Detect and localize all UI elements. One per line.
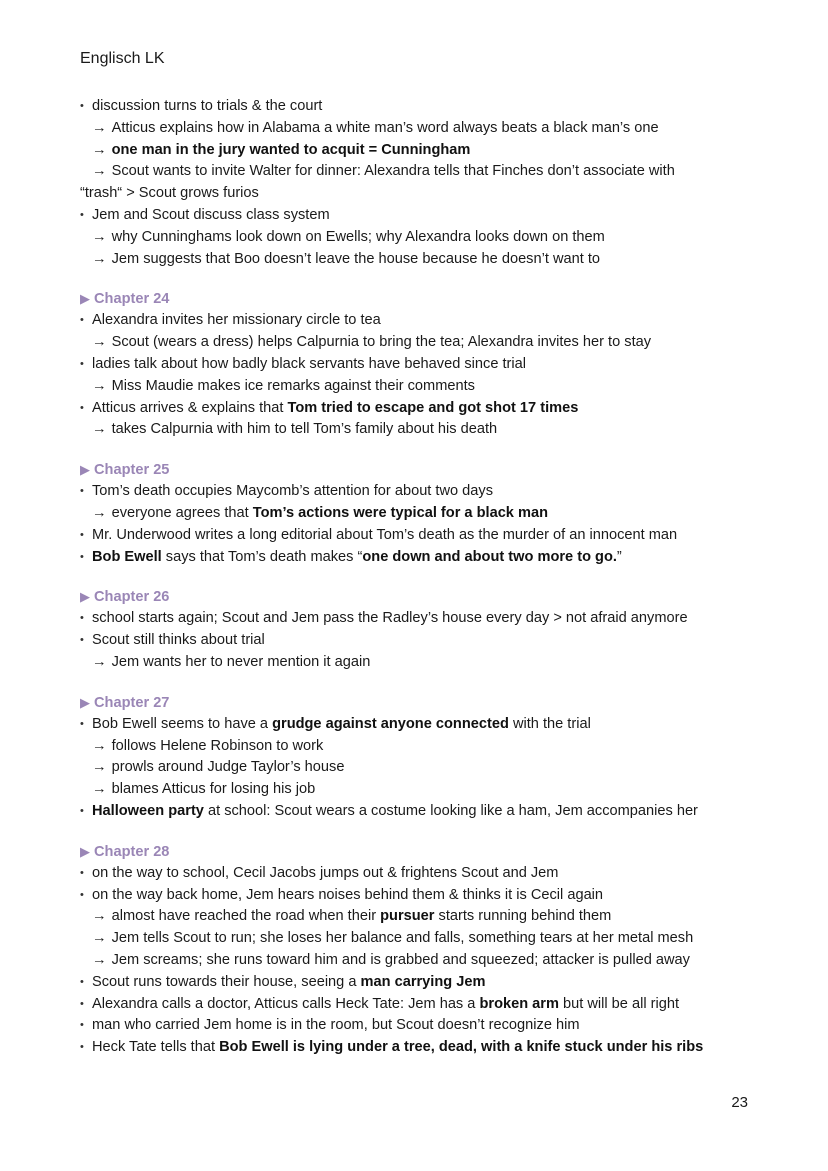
play-triangle-icon: ▶ <box>80 462 90 478</box>
bold-text: Bob Ewell is lying under a tree, dead, with a knife stuck under his ribs <box>219 1039 704 1056</box>
text: Jem and Scout discuss class system <box>92 206 330 223</box>
text: blames Atticus for losing his job <box>111 781 316 798</box>
arrow-right-icon: → <box>92 759 107 776</box>
text: almost have reached the road when their <box>111 908 381 925</box>
chapter-heading <box>80 693 780 713</box>
arrow-subitem <box>80 503 780 525</box>
chapter-heading <box>80 587 780 607</box>
page-number: 23 <box>731 1094 748 1111</box>
chapter-heading-label: Chapter 25 <box>94 462 170 479</box>
text: starts running behind them <box>434 908 612 925</box>
text: Scout wants to invite Walter for dinner: Alexandra tells that Finches don’t associate with <box>111 163 675 180</box>
continuation-line <box>80 183 780 205</box>
chapter-section <box>80 460 780 568</box>
bullet-item <box>80 398 780 420</box>
bullet-item <box>80 630 780 652</box>
arrow-right-icon: → <box>92 334 107 351</box>
bold-text: one down and about two more to go. <box>362 548 617 565</box>
bold-text: Halloween party <box>92 802 204 819</box>
text: with the trial <box>508 715 591 732</box>
arrow-right-icon: → <box>92 781 107 798</box>
arrow-right-icon: → <box>92 141 107 158</box>
bullet-item <box>80 1037 780 1059</box>
bold-text: pursuer <box>380 908 435 925</box>
bullet-item <box>80 714 780 736</box>
play-triangle-icon: ▶ <box>80 843 90 859</box>
bullet-item <box>80 1015 780 1037</box>
arrow-subitem <box>80 332 780 354</box>
chapter-heading <box>80 460 780 480</box>
text: prowls around Judge Taylor’s house <box>111 759 345 776</box>
bullet-item <box>80 608 780 630</box>
arrow-subitem <box>80 928 780 950</box>
chapter-section <box>80 842 780 1059</box>
arrow-right-icon: → <box>92 377 107 394</box>
bullet-item <box>80 994 780 1016</box>
text: Scout still thinks about trial <box>92 632 265 649</box>
chapter-heading-label: Chapter 24 <box>94 291 170 308</box>
bullet-item <box>80 547 780 569</box>
bold-text: man carrying Jem <box>360 973 486 990</box>
arrow-subitem <box>80 736 780 758</box>
text: man who carried Jem home is in the room, but Scout doesn’t recognize him <box>92 1017 580 1034</box>
chapter-heading-label: Chapter 27 <box>94 694 170 711</box>
bullet-item <box>80 801 780 823</box>
text: ” <box>616 548 622 565</box>
arrow-right-icon: → <box>92 421 107 438</box>
arrow-subitem <box>80 227 780 249</box>
arrow-right-icon: → <box>92 737 107 754</box>
text: why Cunninghams look down on Ewells; why Alexandra looks down on them <box>111 228 605 245</box>
arrow-subitem <box>80 779 780 801</box>
text: Scout runs towards their house, seeing a <box>92 973 361 990</box>
bullet-item <box>80 972 780 994</box>
text: discussion turns to trials & the court <box>92 98 323 114</box>
play-triangle-icon: ▶ <box>80 589 90 605</box>
arrow-right-icon: → <box>92 504 107 521</box>
bold-text: one man in the jury wanted to acquit = Cunningham <box>111 141 471 158</box>
arrow-subitem <box>80 161 780 183</box>
arrow-subitem <box>80 419 780 441</box>
text: ladies talk about how badly black servants have behaved since trial <box>92 355 527 372</box>
chapter-section <box>80 289 780 441</box>
bullet-item <box>80 354 780 376</box>
text: Jem screams; she runs toward him and is grabbed and squeezed; attacker is pulled away <box>111 951 690 968</box>
text: Alexandra calls a doctor, Atticus calls Heck Tate: Jem has a <box>92 995 480 1012</box>
bold-text: grudge against anyone connected <box>272 715 509 732</box>
text: Atticus arrives & explains that <box>92 399 288 416</box>
bullet-item <box>80 863 780 885</box>
bold-text: Tom tried to escape and got shot 17 times <box>287 399 579 416</box>
text: “trash“ > Scout grows furios <box>80 185 259 202</box>
text: Jem tells Scout to run; she loses her balance and falls, something tears at her metal mesh <box>111 930 694 947</box>
text: Atticus explains how in Alabama a white man’s word always beats a black man’s one <box>111 119 659 136</box>
arrow-subitem <box>80 906 780 928</box>
text: says that Tom’s death makes “ <box>161 548 363 565</box>
text: takes Calpurnia with him to tell Tom’s family about his death <box>111 421 498 438</box>
bullet-item <box>80 885 780 907</box>
chapter-section <box>80 587 780 673</box>
chapter-heading <box>80 842 780 862</box>
page-header: Englisch LK <box>80 50 165 67</box>
arrow-subitem <box>80 950 780 972</box>
chapter-section <box>80 96 780 270</box>
text: Jem suggests that Boo doesn’t leave the house because he doesn’t want to <box>111 250 600 267</box>
text: on the way back home, Jem hears noises behind them & thinks it is Cecil again <box>92 886 604 903</box>
chapter-section <box>80 693 780 823</box>
text: follows Helene Robinson to work <box>111 737 324 754</box>
bullet-item <box>80 205 780 227</box>
bold-text: Tom’s actions were typical for a black man <box>252 504 548 521</box>
text: but will be all right <box>558 995 680 1012</box>
text: Alexandra invites her missionary circle to tea <box>92 312 381 329</box>
arrow-subitem <box>80 652 780 674</box>
arrow-right-icon: → <box>92 930 107 947</box>
text: Mr. Underwood writes a long editorial about Tom’s death as the murder of an innocent man <box>92 526 678 543</box>
text: Miss Maudie makes ice remarks against their comments <box>111 377 475 394</box>
bullet-item <box>80 310 780 332</box>
text: Heck Tate tells that <box>92 1039 220 1056</box>
text: school starts again; Scout and Jem pass the Radley’s house every day > not afraid anymore <box>92 610 688 627</box>
text: at school: Scout wears a costume looking like a ham, Jem accompanies her <box>203 802 698 819</box>
arrow-right-icon: → <box>92 163 107 180</box>
arrow-right-icon: → <box>92 908 107 925</box>
bullet-item <box>80 96 780 118</box>
arrow-subitem <box>80 249 780 271</box>
chapter-heading <box>80 289 780 309</box>
text: everyone agrees that <box>111 504 253 521</box>
arrow-right-icon: → <box>92 228 107 245</box>
chapter-heading-label: Chapter 26 <box>94 589 170 606</box>
arrow-subitem <box>80 376 780 398</box>
arrow-subitem <box>80 140 780 162</box>
notes-body <box>80 96 780 1078</box>
text: Tom’s death occupies Maycomb’s attention for about two days <box>92 483 494 500</box>
text: Bob Ewell seems to have a <box>92 715 273 732</box>
arrow-right-icon: → <box>92 119 107 136</box>
bold-text: broken arm <box>479 995 559 1012</box>
chapter-heading-label: Chapter 28 <box>94 843 170 860</box>
bullet-item <box>80 525 780 547</box>
arrow-right-icon: → <box>92 653 107 670</box>
text: Jem wants her to never mention it again <box>111 653 371 670</box>
bold-text: Bob Ewell <box>92 548 162 565</box>
bullet-item <box>80 481 780 503</box>
arrow-right-icon: → <box>92 951 107 968</box>
arrow-right-icon: → <box>92 250 107 267</box>
text: Scout (wears a dress) helps Calpurnia to bring the tea; Alexandra invites her to stay <box>111 334 652 351</box>
text: on the way to school, Cecil Jacobs jumps out & frightens Scout and Jem <box>92 864 559 881</box>
arrow-subitem <box>80 757 780 779</box>
arrow-subitem <box>80 118 780 140</box>
play-triangle-icon: ▶ <box>80 694 90 710</box>
play-triangle-icon: ▶ <box>80 291 90 307</box>
